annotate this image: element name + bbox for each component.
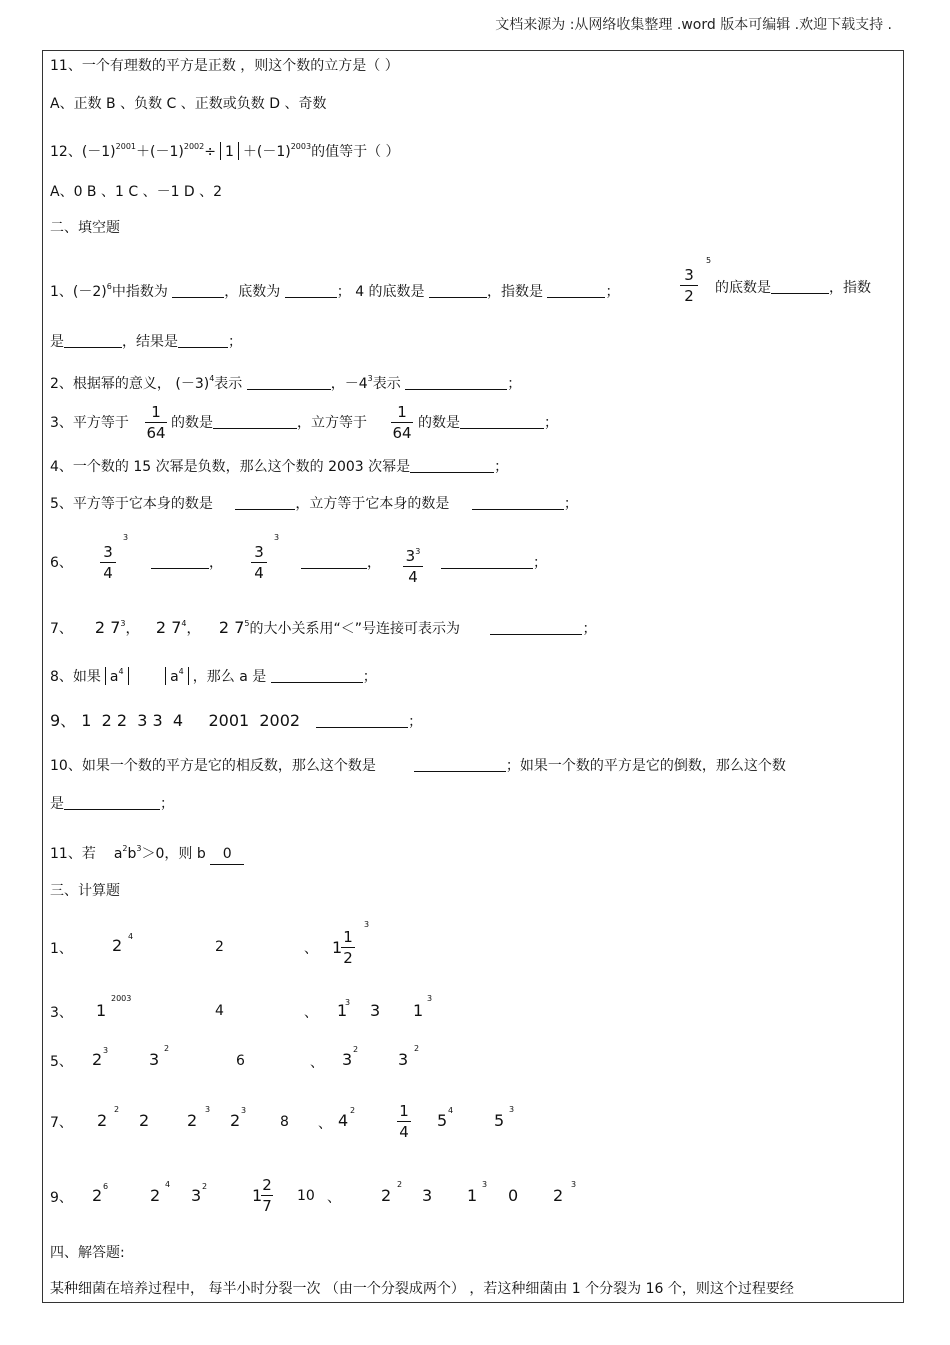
fill-9: 9、 1 2 2 3 3 4 2001 2002 ； <box>50 711 423 730</box>
fill-6-blank-1: ， <box>151 552 223 572</box>
calc-7-exp-3: 3 <box>205 1105 211 1114</box>
calc-5-term-1: 2 <box>92 1050 103 1069</box>
calc-7-term-5: 8 <box>280 1114 289 1130</box>
calc-9-term-2: 2 <box>150 1186 161 1205</box>
calc-3-sep: 、 <box>304 1005 318 1021</box>
calc-5-label: 5、 <box>50 1054 73 1070</box>
fill-2: 2、根据幂的意义， $(-3)^4$表示 ，$-4^3$表示 ； <box>50 374 522 392</box>
calc-6-exp-1: 2 <box>353 1045 359 1054</box>
calc-5-sep: 、 <box>310 1055 324 1071</box>
calc-1-label: 1、 <box>50 941 73 957</box>
fill-1-line2: 是 ，结果是 ； <box>50 334 242 350</box>
calc-7-term-1: 2 <box>97 1111 108 1130</box>
calc-1-exp: 4 <box>128 932 134 941</box>
calc-4-term-1: 1 <box>337 1001 348 1020</box>
section-fill-in-title: 二、填空题 <box>50 220 120 236</box>
fill-4: 4、一个数的 15 次幂是负数，那么这个数的 2003 次幂是 ； <box>50 459 509 475</box>
calc-10-term-1: 2 <box>381 1186 392 1205</box>
calc-1-term: 2 <box>215 939 224 955</box>
calc-9-term-3: 3 <box>191 1186 202 1205</box>
calc-8-term-2: 5 <box>437 1111 448 1130</box>
fill-6-label: 6、 <box>50 555 73 571</box>
calc-7-term-2: 2 <box>139 1111 150 1130</box>
calc-7-exp-1: 2 <box>114 1105 120 1114</box>
calc-7-label: 7、 <box>50 1115 73 1131</box>
fill-10-line2: 是 ； <box>50 796 174 812</box>
calc-6-term-2: 3 <box>398 1050 409 1069</box>
calc-5-term-2: 3 <box>149 1050 160 1069</box>
calc-9-exp-3: 2 <box>202 1182 208 1191</box>
calc-10-exp-1: 2 <box>397 1180 403 1189</box>
fill-3-mid: 的数是 ，立方等于 <box>171 415 367 431</box>
calc-10-term-4: 0 <box>508 1186 519 1205</box>
calc-4-term-3: 1 <box>413 1001 424 1020</box>
fill-11: 11、若 $a^2b^3>0$，则 b 0 <box>50 839 244 865</box>
calc-6-term-1: 3 <box>342 1050 353 1069</box>
calc-4-term-2: 3 <box>370 1001 381 1020</box>
fill-3-fraction-2: 1 64 <box>392 403 412 442</box>
calc-10-exp-5: 3 <box>571 1180 577 1189</box>
fill-6-fraction-2: 3 4 <box>251 543 267 582</box>
calc-3-term: 4 <box>215 1003 224 1019</box>
calc-9-term-1: 2 <box>92 1186 103 1205</box>
calc-7-exp-4: 3 <box>241 1106 247 1115</box>
calc-9-exp-1: 6 <box>103 1182 109 1191</box>
calc-8-term-1: 4 <box>338 1111 349 1130</box>
calc-5-term-3: 6 <box>236 1053 245 1069</box>
calc-9-exp-2: 4 <box>165 1180 171 1189</box>
question-12-mc: 12、$(-1)^{2001}+(-1)^{2002}\div 1 +(-1)^{2003}$的值等于（ ） <box>50 142 400 160</box>
fill-1-fraction: 3 2 <box>680 266 698 305</box>
calc-9-whole: 1 <box>252 1186 263 1205</box>
calc-3-label: 3、 <box>50 1005 73 1021</box>
fill-7: 7、 2 $7^3$， 2 $7^4$， 2 $7^5$的大小关系用“＜”号连接可表示为 ； <box>50 618 597 637</box>
fill-6-exp-1: 3 <box>123 533 129 542</box>
calc-7-sep: 、 <box>318 1116 332 1132</box>
fill-6-blank-3: ； <box>441 552 547 572</box>
question-12-options: A、0 B 、1 C 、－1 D 、2 <box>50 184 223 200</box>
answer-problem-text: 某种细菌在培养过程中， 每半小时分裂一次 （由一个分裂成两个） ，若这种细菌由 1 个分裂为 16 个，则这个过程要经 <box>50 1281 794 1297</box>
fill-6-fraction-3: $3^3$ 4 <box>403 543 423 586</box>
fill-6-fraction-1: 3 4 <box>100 543 116 582</box>
calc-3-base: 1 <box>96 1001 107 1020</box>
calc-4-exp-3: 3 <box>427 994 433 1003</box>
fill-6-exp-2: 3 <box>274 533 280 542</box>
question-11-options: A、正数 B 、负数 C 、正数或负数 D 、奇数 <box>50 96 327 112</box>
fill-1-line1-end: 的底数是 ，指数 <box>715 280 871 296</box>
question-11-mc: 11、一个有理数的平方是正数 ，则这个数的立方是（ ） <box>50 58 399 74</box>
calc-2-fraction: 1 2 <box>341 928 355 967</box>
fill-3-end: 的数是 ； <box>418 415 558 431</box>
calc-1-sep: 、 <box>304 941 318 957</box>
calc-8-exp-1: 2 <box>350 1106 356 1115</box>
calc-5-exp-2: 2 <box>164 1044 170 1053</box>
fill-3-fraction-1: 1 64 <box>146 403 166 442</box>
calc-10-term-3: 1 <box>467 1186 478 1205</box>
fill-1-fraction-exponent: 5 <box>706 256 712 265</box>
section-answer-title: 四、解答题: <box>50 1245 125 1261</box>
calc-10-exp-3: 3 <box>482 1180 488 1189</box>
fill-10-line1: 10、如果一个数的平方是它的相反数，那么这个数是 ；如果一个数的平方是它的倒数，那么这个数 <box>50 758 786 774</box>
calc-9-fraction: 2 7 <box>262 1176 272 1215</box>
fill-8: 8、如果 $a^4$ $a^4$ ，那么 a 是 ； <box>50 667 377 685</box>
calc-8-term-3: 5 <box>494 1111 505 1130</box>
calc-3-exp: 2003 <box>111 994 132 1003</box>
calc-8-exp-3: 3 <box>509 1105 515 1114</box>
calc-6-exp-2: 2 <box>414 1044 420 1053</box>
calc-8-exp-2: 4 <box>448 1106 454 1115</box>
calc-2-exp: 3 <box>364 920 370 929</box>
calc-7-term-4: 2 <box>230 1111 241 1130</box>
calc-9-label: 9、 <box>50 1190 73 1206</box>
fill-1-line1: 1、$(-2)^6$中指数为 ，底数为 ； 4 的底数是 ，指数是 ； <box>50 282 620 300</box>
section-calc-title: 三、计算题 <box>50 883 120 899</box>
page-header: 文档来源为 :从网络收集整理 .word 版本可编辑 .欢迎下载支持 . <box>495 17 892 33</box>
calc-10-term-2: 3 <box>422 1186 433 1205</box>
calc-10-term-5: 2 <box>553 1186 564 1205</box>
calc-8-fraction: 1 4 <box>397 1102 411 1141</box>
calc-2-whole: 1 <box>332 938 343 957</box>
calc-9-sep: 、 <box>327 1190 341 1206</box>
calc-7-term-3: 2 <box>187 1111 198 1130</box>
calc-4-exp-1: 3 <box>345 998 351 1007</box>
fill-6-blank-2: ， <box>301 552 381 572</box>
calc-1-base: 2 <box>112 936 123 955</box>
calc-9-term-5: 10 <box>297 1188 315 1204</box>
fill-5: 5、平方等于它本身的数是 ，立方等于它本身的数是 ； <box>50 496 578 512</box>
fill-3-label: 3、平方等于 <box>50 415 129 431</box>
calc-5-exp-1: 3 <box>103 1046 109 1055</box>
